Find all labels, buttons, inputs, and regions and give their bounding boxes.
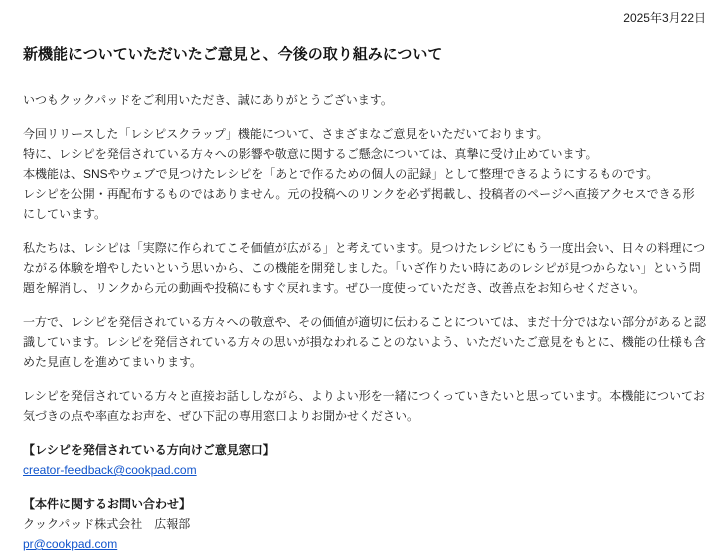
release-feedback-paragraph	[23, 124, 706, 224]
page-title: 新機能についていただいたご意見と、今後の取り組みについて	[23, 46, 443, 63]
release-feedback-line: レシピを公開・再配布するものではありません。元の投稿へのリンクを必ず掲載し、投稿者のページへ直接アクセスできる形にしています。	[23, 187, 695, 221]
feature-value-paragraph: 私たちは、レシピは「実際に作られてこそ価値が広がる」と考えています。見つけたレシピにもう一度出会い、日々の料理につながる体験を増やしたいという思いから、この機能を開発しました。「いざ作りたい時にあのレシピが見つからない」という問題を解消し、リンクから元の動画や投稿にもすぐ戻れます。ぜひ一度使っていただき、改善点をお知らせください。	[23, 241, 706, 295]
release-feedback-line: 特に、レシピを発信されている方々への影響や敬意に関するご懸念については、真摯に受け止めています。	[23, 147, 598, 161]
document-date: 2025年3月22日	[623, 11, 706, 25]
creator-feedback-email-link[interactable]: creator-feedback@cookpad.com	[23, 463, 197, 477]
pr-email-link[interactable]: pr@cookpad.com	[23, 537, 118, 551]
press-inquiry-heading: 【本件に関するお問い合わせ】	[23, 497, 192, 511]
greeting-paragraph: いつもクックパッドをご利用いただき、誠にありがとうございます。	[23, 93, 393, 107]
press-inquiry-section	[23, 494, 706, 554]
release-feedback-line: 本機能は、SNSやウェブで見つけたレシピを「あとで作るための個人の記録」として整理できるようにするものです。	[23, 167, 659, 181]
creator-respect-paragraph: 一方で、レシピを発信されている方々への敬意や、その価値が適切に伝わることについては、まだ十分ではない部分があると認識しています。レシピを発信されている方々の思いが損なわれることのないよう、いただいたご意見をもとに、機能の仕様も含めた見直しを進めてまいります。	[23, 315, 706, 369]
company-name: クックパッド株式会社 広報部	[23, 517, 191, 531]
creator-feedback-section	[23, 440, 706, 480]
dialogue-invitation-paragraph: レシピを発信されている方々と直接お話ししながら、よりよい形を一緒につくっていきたいと思っています。本機能についてお気づきの点や率直なお声を、ぜひ下記の専用窓口よりお聞かせください。	[23, 389, 706, 423]
creator-feedback-heading: 【レシピを発信されている方向けご意見窓口】	[23, 443, 275, 457]
release-feedback-line: 今回リリースした「レシピスクラップ」機能について、さまざまなご意見をいただいております。	[23, 127, 549, 141]
